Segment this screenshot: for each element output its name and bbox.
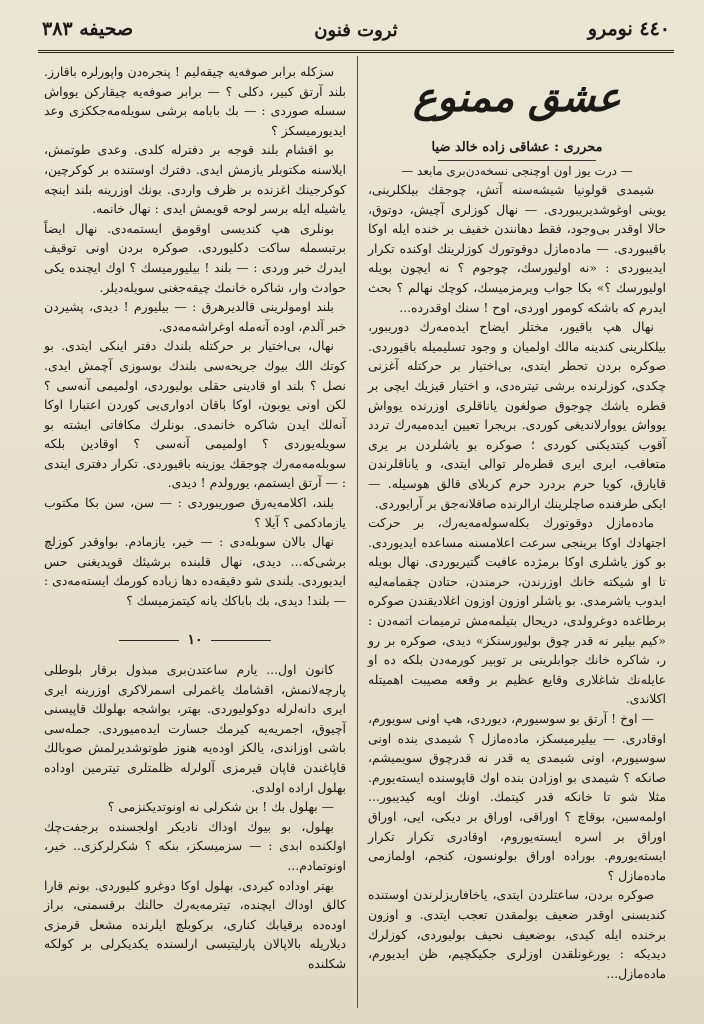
paragraph: كانون اول... یارم ساعتدن‌بری مبذول برقار بلوطلی پارچه‌لانمش، اقشامك یاغمرلی اسمرلاكری اوزرینه ایری ایری دانه‌لرله دوكولیوردی. بهتر، بواشجه بهلولك قاپیسنی آچیوق، اجمریه‌یه كیرمك جسارت ایده‌میوردی. جمله‌سی باشی اوزاندی، یالكز اوده‌یه هنوز طوتوشدیرلمش صوبالك قاپاغندن قاپان قیرمزی آلولرله ظلمتلری تیترمین اوداده بهلول اراده اولدی. <box>44 662 346 795</box>
paragraph: ماده‌مازل دوقوتورك بكله‌سوله‌مه‌یه‌رك، بر حركت اجتهادك اوكا برینجی سرعت اعلامسنه مساعده ایدیوردی. بو كوز یاشلری اوكا برمژده عافیت گتیریوردی. نهال بویله تا او شیكته خانك اوزرندن، حرمندن، حتادن چقمامه‌لیه ایدوب یاشرمدی. بو یاشلر اوزون اوزون اغلادیقندن صوكره برطاغده دوغرولدی، دریحال بتیلمه‌مش ترمیمات اتمه‌دن : «كیم بیلیر نه قدر چوق بولیورسنکز» دیدی، صوكره بر رو ر، شاکره خانك جوابلرینی بر توبیر کورمه‌دن بلكه ده او عایله‌نك شاغلاری وقایع عظیم بر وقعه مصیبت اهمیتله اكلاندی. <box>368 515 666 707</box>
story-title: عشق ممنوع <box>413 74 621 121</box>
page-number: صحيفه ٣٨٣ <box>42 18 134 40</box>
paragraph: سزكله برابر صوفه‌یه چیقه‌لیم ! پنجره‌دن واپورلره باقارز. بلند آرتق كبیر، دكلی ؟ — برابر صوفه‌یه چیقاركن یوواش سسله صوردی : — بك بابامه برشی سویله‌مه‌جككزی وعد ایدیورمیسكز ؟ <box>44 64 346 138</box>
paragraph: — بهلول بك ! بن شکرلی نه اونوتدیکنزمی ؟ <box>107 799 334 815</box>
paragraph: بو اقشام بلند قوجه بر دفترله كلدی. وعدی طوتمش، ایلاسنه مكتوبلر یازمش ایدی. دفترك اوستنده بر كوكرچین، كوكرجینك اغزنده بر ظرف واردی. بونك اوزرینه بلند اینچه یاشیله ایله برسر لوحه قویمش ایدی : نهال خانمه. <box>44 142 346 217</box>
section-heading <box>44 632 346 650</box>
paragraph: بونلری هپ كندیسی اوقومق ایستمه‌دی. نهال ایضاً برتبسمله ساكت دكلیوردی. صوكره بردن اونی توقیف ایدرك خبر وردی : — بلند ! بیلیورمیسك ؟ اوك ایچنده یكی حوادث وار، شاكره خانمك چیقه‌جغنی سویله‌دیلر. <box>44 220 346 295</box>
story-heading <box>368 62 666 180</box>
section-number: ۱۰ <box>187 632 203 648</box>
paragraph: بلند، اكلامه‌یه‌رق صوریبوردی : — سن، سن بكا مكتوب یازمادکمی ؟ آیلا ؟ <box>44 495 346 530</box>
right-column <box>368 180 666 983</box>
page-header <box>38 16 674 48</box>
paragraph: بهتر اوداده كیردی. بهلول اوكا دوغرو كلیوردی. بونم قارا كالق اوداك ایچنده، تیترمه‌یه‌رك حالنك برقسمنی، براز اوده‌ده برقیابك كناری، بركوبلچ ایلرنده مشعل قرمزی دیلاریله بالاپالان پارلیتیسی ارلسنده یكدیكرلی بر كولكه شكلنده <box>44 877 346 971</box>
left-column <box>44 62 346 611</box>
paragraph: نهال بالان سوبله‌دی : — خیر، یازمادم. بواوقدر كوزلچ برشی‌كه... دیدی، نهال قلبنده برشیئك قوپدیغنی حس ایدیوردی. بلندی شو دقیقه‌ده دها زیاده كورمك ایسته‌مه‌دی : — بلند! دیدی، بك بابا‌كك یانه كیتمزمیسك ؟ <box>44 534 346 609</box>
paragraph: صوكره بردن، ساعتلردن ایتدی، یاخافاریزلرندن اوستنده كندیسنی اوقدر ضعیف بولمقدن تعجب ایتدی. و اوزون برخنده ایله كیدی، بوضعیف نحیف بولیوردی، كوزلرك دیدیكه : یورغونلقدن اوزلری جكیكچیم، ظن ایدیورم، ماده‌مازل... <box>368 887 666 981</box>
paragraph: نهال، بی‌اختیار بر حركتله بلندك دفتر اینكی ایتدی. بو كوتك الك بیوك جریحه‌سی بلندك بوسوزی آچمش ایدی. نصل ؟ بلند او قادینی حقلی بولیوردی، اولمیمی آنه‌سی ؟ لكن اونی یوبون، اوكا باقان ادواری‌یی كوردن اعتبارا اوكا آنه‌لك ایدن شاكره خانمدی. بونلرك مكافاتی ایشته بو سویله‌یوردی ؟ اولمیمی آنه‌سی ؟ اوقادین بلكه سوبله‌مه‌مه‌رك چوجقك یوزینه باقیوردی. تكرار دفتری ایتدی : — آرتق ایستمم، یورولدم ! دیدی. <box>44 338 346 491</box>
paragraph: بلند اومولرینی قالدیرهرق : — بیلیورم ! دیدی، پشیردن خبر آلدم، اوده آنه‌مله اوغراشه‌مه‌دی. <box>44 299 346 334</box>
section-rule-right <box>211 640 271 641</box>
paragraph: نهال هپ باقیور، مختلر ایضاح ایده‌مه‌رك دوریبور، بیلكلرینی كندینه مالك اولمیان و وجود تسلیمیله باقیوردی. صوكره بردن تحطر ایتدی، بی‌اختیار بر حركتله آغزنی چكدی، كوزلرنده برشی تیتره‌دی، و اختیار قیزیك ایچی بر قطره یاشك چوجوق صولغون یاناقلری اوزرنده یوواش یوواش یووارلاندیغی كوردی. بریجرا تعیین ایده‌میه‌رك تردد آقوب كیتدیكنی كوردی ؛ صوكره بو یاشلردن بر یری متعاقب، ایری ایری قطره‌لر توالی ایتدی، و یاناقلرندن قایارق، كویا حرم بردرد حرم كربلای قالق هوسیله. — ایكی طرفنده صاچلرینك ارالرنده صاقلانه‌جق بر آرایوردی. <box>368 319 666 511</box>
paragraph: — اوخ ! آرتق بو سوسیورم، دیوردی، هپ اونی سویورم، اوقادری. — بیلیرمیسکز، ماده‌مازل ؟ شیمدی بنده اونی سوسیورم، اونی شیمدی یه قدر نه قدرچوق سویمیشم، صانکه ؟ شیمدی بو اوزادن بنده اوك قاپوسنده ایسته‌یورم. مثلا شو تا خانكه قدر کیتمك. اونك اویه كیدیبور... اولمه‌سین، بوقاچ ؟ اوراقی، اوراق بر دیكی، ایی، اوراق اوراق بر اسره ایسته‌یوروم، اوقادری تكرار تكرار ایسته‌یوروم. بوراده اوراق بولونسون، كنجم، اولمازمی ماده‌مازل ؟ <box>368 711 666 883</box>
issue-number: ٤٤٠ نومرو <box>587 18 670 40</box>
journal-name: ثروت فنون <box>314 20 398 41</box>
story-epigraph: — درت یوز اون اوچنجی نسخه‌دن‌بری مابعد — <box>401 164 633 178</box>
column-divider <box>357 56 358 1008</box>
section-rule-left <box>119 640 179 641</box>
byline-rule <box>438 160 596 161</box>
header-rule <box>38 50 674 53</box>
paragraph: شیمدی قولونیا شیشه‌سنه آتش، چوجقك بیلكلرینی، یوینی اوغوشدیریبوردی. — نهال كوزلری آچیش، دوتوق، حالا اوقدر بی‌وجود، فقط دهانندن خفیف بر خنده ایله اوكا باقیبوردی. — ماده‌مازل دوقوتورك كوزلرینك اوكنده تكرار ایدیبوردی : «نه اولیورسك، چوجوم ؟ نه ایچون بویله اولیورسك ؟» بكا جواب ویرمزمیسك، كوچك نهالم ؟ بحث ایدرم كه باشكه كومور اوردی، اوح ! سنك اوقدرده... <box>368 182 666 315</box>
left-column-section-10 <box>44 660 346 974</box>
paragraph: بهلول، بو بیوك اوداك نادیكر اولجسنده برجفت‌چك اولكنده ابدی : — سزمیسكز، بنكه ؟ شكرلرکزی.. خیر، اونوتمادم... <box>44 818 346 873</box>
story-byline: محرری : عشاقی زاده خالد ضیا <box>431 140 603 155</box>
